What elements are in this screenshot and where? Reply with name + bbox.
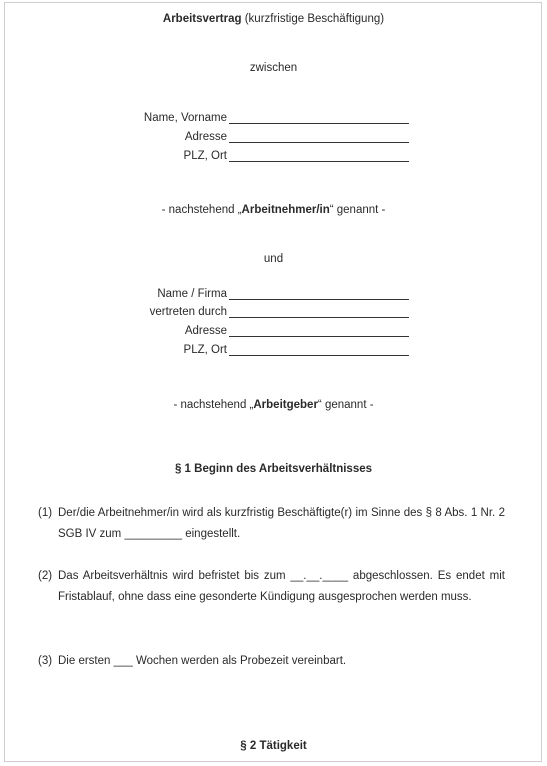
section-1-heading: § 1 Beginn des Arbeitsverhältnisses [174, 463, 373, 475]
paragraph-text: Die ersten ___ Wochen werden als Probezeit vereinbart. [58, 655, 347, 667]
field-row-employer-zip-city [0, 344, 547, 360]
field-row-address [0, 131, 547, 147]
note-prefix: - nachstehend „ [173, 399, 254, 411]
represented-by-field[interactable] [229, 306, 409, 318]
field-label: Adresse [184, 131, 227, 143]
note-bold: Arbeitnehmer/in [241, 204, 330, 216]
paragraph-1 [38, 503, 505, 545]
employer-address-field[interactable] [229, 325, 409, 337]
field-label: PLZ, Ort [183, 344, 227, 356]
employer-note [0, 399, 547, 411]
field-label: Adresse [184, 325, 227, 337]
employer-zip-city-field[interactable] [229, 344, 409, 356]
field-label: Name, Vorname [143, 112, 227, 124]
and-text: und [263, 253, 284, 265]
paragraph-text: Das Arbeitsverhältnis wird befristet bis zum __.__.____ abgeschlossen. Es endet mit Fristablauf, ohne dass eine gesonderte Kündigung ausgesprochen werden muss. [58, 570, 505, 603]
document-title [0, 13, 547, 25]
between-text: zwischen [249, 62, 298, 74]
title-rest: (kurzfristige Beschäftigung) [241, 13, 385, 25]
note-prefix: - nachstehend „ [161, 204, 242, 216]
note-bold: Arbeitgeber [253, 399, 318, 411]
field-row-zip-city [0, 150, 547, 166]
employee-note [0, 204, 547, 216]
field-row-represented [0, 306, 547, 322]
paragraph-3 [38, 651, 505, 672]
note-suffix: “ genannt - [317, 399, 374, 411]
field-label: Name / Firma [157, 288, 227, 300]
company-field[interactable] [229, 288, 409, 300]
paragraph-2 [38, 566, 505, 608]
name-field[interactable] [229, 112, 409, 124]
field-row-employer-address [0, 325, 547, 341]
paragraph-number: (1) [38, 507, 53, 519]
note-suffix: “ genannt - [329, 204, 386, 216]
paragraph-number: (2) [38, 570, 53, 582]
section-2-heading: § 2 Tätigkeit [240, 740, 307, 752]
field-label: PLZ, Ort [183, 150, 227, 162]
title-bold: Arbeitsvertrag [162, 13, 242, 25]
paragraph-text: Der/die Arbeitnehmer/in wird als kurzfristig Beschäftigte(r) im Sinne des § 8 Abs. 1 Nr. 2 SGB IV zum _________ eingestellt. [58, 507, 505, 540]
paragraph-number: (3) [38, 655, 53, 667]
zip-city-field[interactable] [229, 150, 409, 162]
field-row-name [0, 112, 547, 128]
field-label: vertreten durch [149, 306, 227, 318]
field-row-company [0, 288, 547, 304]
address-field[interactable] [229, 131, 409, 143]
